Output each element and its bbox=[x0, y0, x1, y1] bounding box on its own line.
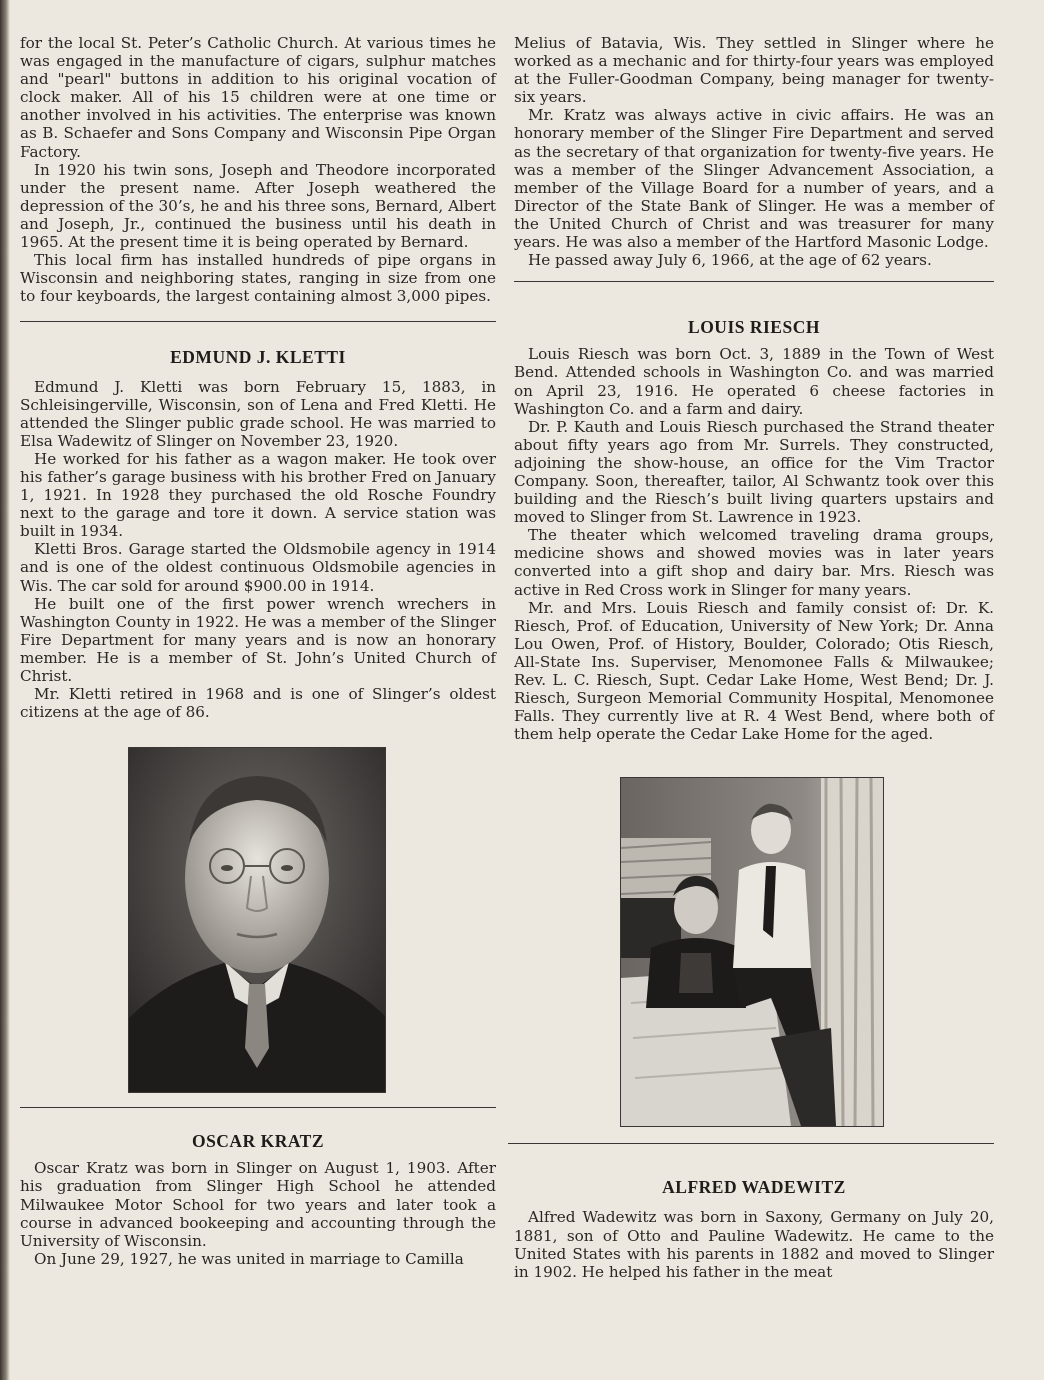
left-column bbox=[20, 34, 496, 1268]
riesch-heading: LOUIS RIESCH bbox=[688, 317, 820, 338]
kletti-paragraph-5: Mr. Kletti retired in 1968 and is one of Slinger’s oldest citizens at the age of 86. bbox=[20, 685, 496, 722]
schaefer-paragraph-1: for the local St. Peter’s Catholic Church. At various times he was engaged in the manufacture of cigars, sulphur matches and "pearl" buttons in addition to his original vocation of clock maker. All of his 15 children were at one time or another involved in his activities. The enterprise was known as B. Schaefer and Sons Company and Wisconsin Pipe Organ Factory. bbox=[20, 34, 496, 161]
riesch-paragraph-4: Mr. and Mrs. Louis Riesch and family consist of: Dr. K. Riesch, Prof. of Education, University of New York; Dr. Anna Lou Owen, Prof. of History, Boulder, Colorado; Otis Riesch, All-State Ins. Superviser, Menomonee Falls & Milwaukee; Rev. L. C. Riesch, Supt. Cedar Lake Home, West Bend; Dr. J. Riesch, Surgeon Memorial Community Hospital, Menomonee Falls. They currently live at R. 4 West Bend, where both of them help operate the Cedar Lake Home for the aged. bbox=[514, 598, 994, 744]
kletti-paragraph-4: He built one of the first power wrench wrechers in Washington County in 1922. He was a member of the Slinger Fire Department for many years and is now an honorary member. He is a member of St. John’s United Church of Christ. bbox=[20, 594, 496, 685]
riesch-paragraph-1: Louis Riesch was born Oct. 3, 1889 in the Town of West Bend. Attended schools in Washington Co. and was married on April 23, 1916. He operated 6 cheese factories in Washington Co. and a farm and dairy. bbox=[514, 345, 994, 418]
riesch-couple-photo bbox=[620, 777, 884, 1127]
kletti-portrait-photo bbox=[128, 747, 386, 1093]
section-divider bbox=[508, 1143, 994, 1144]
wadewitz-paragraph-1: Alfred Wadewitz was born in Saxony, Germany on July 20, 1881, son of Otto and Pauline Wadewitz. He came to the United States with his parents in 1882 and moved to Slinger in 1902. He helped his father in the meat bbox=[514, 1208, 994, 1281]
kratz-heading: OSCAR KRATZ bbox=[191, 1131, 325, 1152]
kratz-continued-paragraph-2: Mr. Kratz was always active in civic affairs. He was an honorary member of the Slinger Fire Department and served as the secretary of that organization for twenty-five years. He was a member of the Slinger Advancement Association, a member of the Village Board for a number of years, and a Director of the State Bank of Slinger. He was a member of the United Church of Christ and was treasurer for many years. He was also a member of the Hartford Masonic Lodge. bbox=[514, 106, 994, 252]
kratz-continued-paragraph-1: Melius of Batavia, Wis. They settled in Slinger where he worked as a mechanic and for thirty-four years was employed at the Fuller-Goodman Company, being manager for twenty-six years. bbox=[514, 34, 994, 107]
wadewitz-heading: ALFRED WADEWITZ bbox=[662, 1177, 846, 1198]
riesch-paragraph-3: The theater which welcomed traveling drama groups, medicine shows and showed movies was in later years converted into a gift shop and dairy bar. Mrs. Riesch was active in Red Cross work in Slinger for many years. bbox=[514, 526, 994, 599]
riesch-paragraph-2: Dr. P. Kauth and Louis Riesch purchased the Strand theater about fifty years ago from Mr. Surrels. They constructed, adjoining the show-house, an office for the Vim Tractor Company. Soon, thereafter, tailor, Al Schwantz took over this building and the Riesch’s built living quarters upstairs and moved to Slinger from St. Lawrence in 1923. bbox=[514, 417, 994, 527]
section-divider bbox=[514, 281, 994, 282]
kratz-continued-paragraph-3: He passed away July 6, 1966, at the age of 62 years. bbox=[528, 251, 932, 270]
kratz-paragraph-2: On June 29, 1927, he was united in marriage to Camilla bbox=[34, 1249, 464, 1268]
kletti-paragraph-2: He worked for his father as a wagon maker. He took over his father’s garage business with his brother Fred on January 1, 1921. In 1928 they purchased the old Rosche Foundry next to the garage and tore it down. A service station was built in 1934. bbox=[20, 449, 496, 541]
kletti-heading: EDMUND J. KLETTI bbox=[170, 347, 346, 368]
binding-edge bbox=[0, 0, 10, 1380]
schaefer-paragraph-2: In 1920 his twin sons, Joseph and Theodore incorporated under the present name. After Joseph weathered the depression of the 30’s, he and his three sons, Bernard, Albert and Joseph, Jr., continued the business until his death in 1965. At the present time it is being operated by Bernard. bbox=[20, 160, 496, 252]
kratz-paragraph-1: Oscar Kratz was born in Slinger on August 1, 1903. After his graduation from Slinger High School he attended Milwaukee Motor School for two years and later took a course in advanced bookeeping and accounting through the University of Wisconsin. bbox=[20, 1159, 496, 1250]
schaefer-paragraph-3: This local firm has installed hundreds of pipe organs in Wisconsin and neighboring states, ranging in size from one to four keyboards, the largest containing almost 3,000 pipes. bbox=[20, 251, 496, 306]
right-column bbox=[514, 34, 994, 1281]
section-divider bbox=[20, 321, 496, 322]
kletti-paragraph-1: Edmund J. Kletti was born February 15, 1883, in Schleisingerville, Wisconsin, son of Lena and Fred Kletti. He attended the Slinger public grade school. He was married to Elsa Wadewitz of Slinger on November 23, 1920. bbox=[20, 377, 496, 450]
kletti-paragraph-3: Kletti Bros. Garage started the Oldsmobile agency in 1914 and is one of the oldest continuous Oldsmobile agencies in Wis. The car sold for around $900.00 in 1914. bbox=[20, 540, 496, 595]
section-divider bbox=[20, 1107, 496, 1108]
